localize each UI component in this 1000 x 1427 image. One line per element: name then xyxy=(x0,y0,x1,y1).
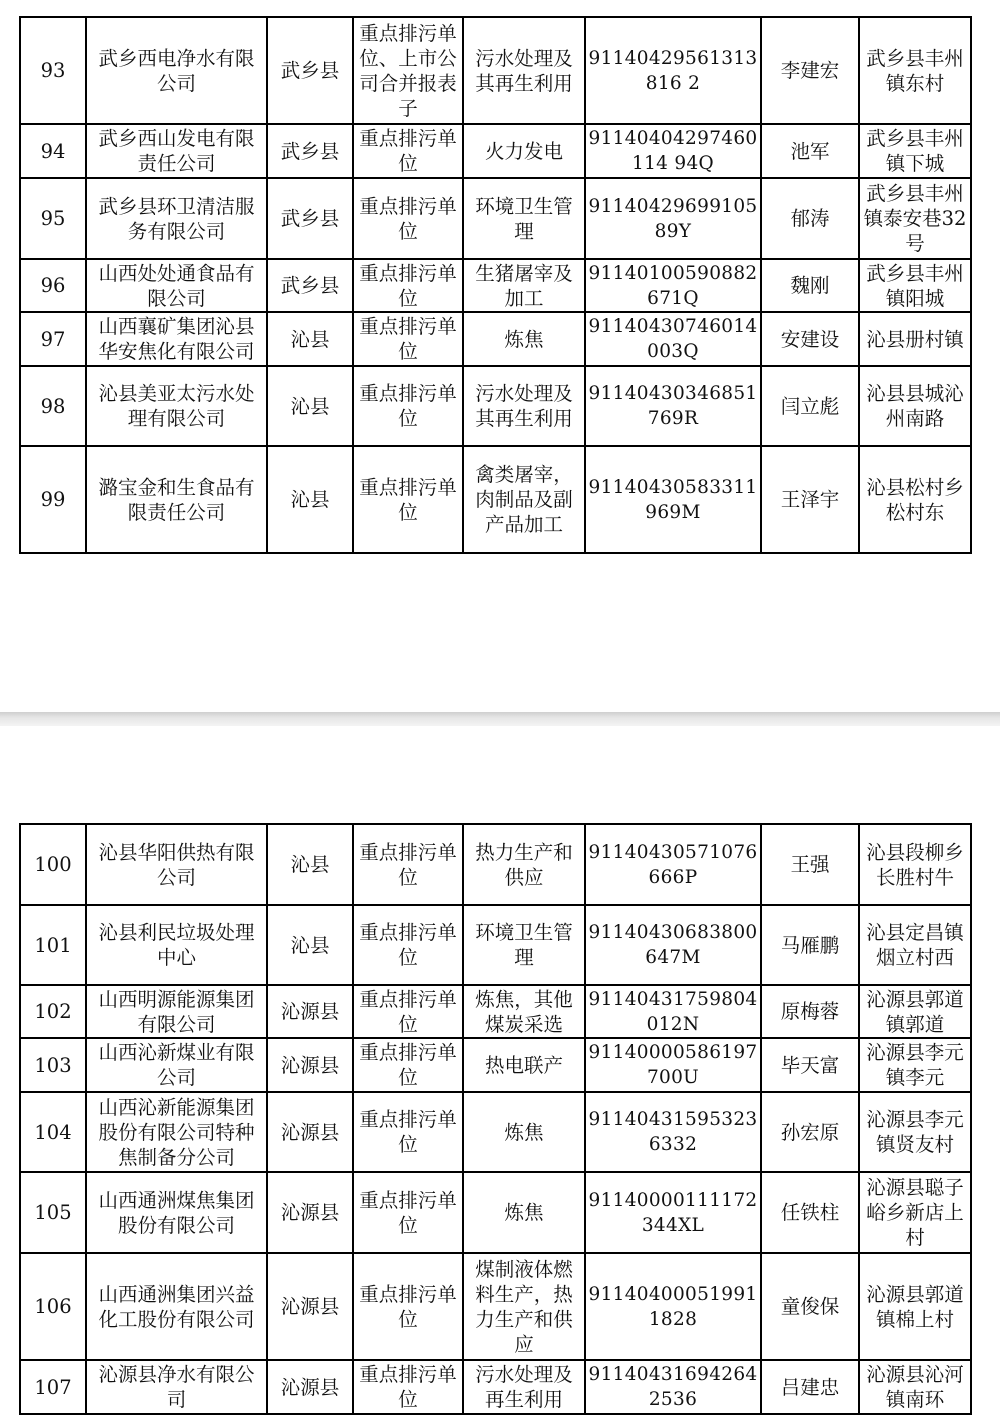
table-row xyxy=(20,1172,971,1253)
address-cell: 沁源县李元镇李元 xyxy=(859,1038,971,1092)
row-number-cell: 97 xyxy=(20,312,86,366)
legal-representative-cell: 王泽宇 xyxy=(761,446,859,553)
company-name-cell: 山西襄矿集团沁县华安焦化有限公司 xyxy=(86,312,267,366)
county-cell: 沁源县 xyxy=(267,1360,353,1414)
address-cell: 沁县定昌镇烟立村西 xyxy=(859,905,971,985)
legal-representative-cell: 郁涛 xyxy=(761,178,859,259)
company-name-cell: 山西通洲煤焦集团股份有限公司 xyxy=(86,1172,267,1253)
enterprise-table-page-2 xyxy=(19,823,972,1415)
industry-cell: 火力发电 xyxy=(463,124,585,178)
row-number-cell: 96 xyxy=(20,259,86,312)
industry-cell: 炼焦 xyxy=(463,312,585,366)
legal-representative-cell: 任铁柱 xyxy=(761,1172,859,1253)
legal-representative-cell: 闫立彪 xyxy=(761,366,859,446)
legal-representative-cell: 王强 xyxy=(761,824,859,905)
unit-type-cell: 重点排污单位 xyxy=(353,824,463,905)
county-cell: 沁源县 xyxy=(267,1172,353,1253)
company-name-cell: 沁县利民垃圾处理中心 xyxy=(86,905,267,985)
county-cell: 沁县 xyxy=(267,824,353,905)
document-page-2 xyxy=(0,726,1000,1427)
row-number-cell: 107 xyxy=(20,1360,86,1414)
credit-code-cell: 911404315953236332 xyxy=(585,1092,761,1172)
county-cell: 沁源县 xyxy=(267,1092,353,1172)
table-row xyxy=(20,312,971,366)
table-row xyxy=(20,905,971,985)
legal-representative-cell: 李建宏 xyxy=(761,17,859,124)
address-cell: 沁源县聪子峪乡新店上村 xyxy=(859,1172,971,1253)
industry-cell: 热电联产 xyxy=(463,1038,585,1092)
credit-code-cell: 91140000586197700U xyxy=(585,1038,761,1092)
county-cell: 武乡县 xyxy=(267,178,353,259)
county-cell: 武乡县 xyxy=(267,259,353,312)
industry-cell: 污水处理及再生利用 xyxy=(463,1360,585,1414)
industry-cell: 环境卫生管理 xyxy=(463,178,585,259)
legal-representative-cell: 马雁鹏 xyxy=(761,905,859,985)
industry-cell: 热力生产和供应 xyxy=(463,824,585,905)
unit-type-cell: 重点排污单位、上市公司合并报表子 xyxy=(353,17,463,124)
unit-type-cell: 重点排污单位 xyxy=(353,312,463,366)
county-cell: 武乡县 xyxy=(267,17,353,124)
table-row xyxy=(20,1038,971,1092)
unit-type-cell: 重点排污单位 xyxy=(353,178,463,259)
county-cell: 沁县 xyxy=(267,446,353,553)
credit-code-cell: 91140430746014003Q xyxy=(585,312,761,366)
company-name-cell: 潞宝金和生食品有限责任公司 xyxy=(86,446,267,553)
table-row xyxy=(20,178,971,259)
credit-code-cell: 91140430683800647M xyxy=(585,905,761,985)
row-number-cell: 98 xyxy=(20,366,86,446)
company-name-cell: 山西通洲集团兴益化工股份有限公司 xyxy=(86,1253,267,1360)
unit-type-cell: 重点排污单位 xyxy=(353,1172,463,1253)
unit-type-cell: 重点排污单位 xyxy=(353,1038,463,1092)
enterprise-table-page-1 xyxy=(19,16,972,554)
address-cell: 武乡县丰州镇阳城 xyxy=(859,259,971,312)
company-name-cell: 山西明源能源集团有限公司 xyxy=(86,985,267,1038)
table-row xyxy=(20,366,971,446)
unit-type-cell: 重点排污单位 xyxy=(353,366,463,446)
credit-code-cell: 91140000111172344XL xyxy=(585,1172,761,1253)
address-cell: 沁源县沁河镇南环 xyxy=(859,1360,971,1414)
credit-code-cell: 911404316942642536 xyxy=(585,1360,761,1414)
company-name-cell: 武乡西山发电有限责任公司 xyxy=(86,124,267,178)
unit-type-cell: 重点排污单位 xyxy=(353,1253,463,1360)
table-row xyxy=(20,124,971,178)
legal-representative-cell: 原梅蓉 xyxy=(761,985,859,1038)
address-cell: 沁源县郭道镇棉上村 xyxy=(859,1253,971,1360)
industry-cell: 环境卫生管理 xyxy=(463,905,585,985)
industry-cell: 炼焦，其他煤炭采选 xyxy=(463,985,585,1038)
table-row xyxy=(20,446,971,553)
address-cell: 沁县县城沁州南路 xyxy=(859,366,971,446)
row-number-cell: 94 xyxy=(20,124,86,178)
address-cell: 沁源县李元镇贤友村 xyxy=(859,1092,971,1172)
address-cell: 沁县段柳乡长胜村牛 xyxy=(859,824,971,905)
address-cell: 武乡县丰州镇下城 xyxy=(859,124,971,178)
table-row xyxy=(20,1360,971,1414)
row-number-cell: 93 xyxy=(20,17,86,124)
company-name-cell: 沁县华阳供热有限公司 xyxy=(86,824,267,905)
company-name-cell: 山西沁新煤业有限公司 xyxy=(86,1038,267,1092)
row-number-cell: 104 xyxy=(20,1092,86,1172)
credit-code-cell: 91140430346851769R xyxy=(585,366,761,446)
company-name-cell: 山西处处通食品有限公司 xyxy=(86,259,267,312)
unit-type-cell: 重点排污单位 xyxy=(353,124,463,178)
company-name-cell: 武乡西电净水有限公司 xyxy=(86,17,267,124)
company-name-cell: 山西沁新能源集团股份有限公司特种焦制备分公司 xyxy=(86,1092,267,1172)
county-cell: 沁源县 xyxy=(267,1038,353,1092)
industry-cell: 生猪屠宰及加工 xyxy=(463,259,585,312)
credit-code-cell: 91140100590882671Q xyxy=(585,259,761,312)
legal-representative-cell: 孙宏原 xyxy=(761,1092,859,1172)
county-cell: 沁县 xyxy=(267,905,353,985)
table-row xyxy=(20,824,971,905)
unit-type-cell: 重点排污单位 xyxy=(353,1360,463,1414)
industry-cell: 污水处理及其再生利用 xyxy=(463,17,585,124)
company-name-cell: 武乡县环卫清洁服务有限公司 xyxy=(86,178,267,259)
page-separator xyxy=(0,712,1000,726)
credit-code-cell: 91140430571076666P xyxy=(585,824,761,905)
industry-cell: 污水处理及其再生利用 xyxy=(463,366,585,446)
row-number-cell: 95 xyxy=(20,178,86,259)
table-row xyxy=(20,985,971,1038)
credit-code-cell: 91140404297460114 94Q xyxy=(585,124,761,178)
credit-code-cell: 91140430583311969M xyxy=(585,446,761,553)
legal-representative-cell: 童俊保 xyxy=(761,1253,859,1360)
address-cell: 武乡县丰州镇泰安巷32号 xyxy=(859,178,971,259)
unit-type-cell: 重点排污单位 xyxy=(353,1092,463,1172)
row-number-cell: 106 xyxy=(20,1253,86,1360)
document-page-1 xyxy=(0,0,1000,712)
industry-cell: 炼焦 xyxy=(463,1092,585,1172)
row-number-cell: 99 xyxy=(20,446,86,553)
legal-representative-cell: 毕天富 xyxy=(761,1038,859,1092)
county-cell: 沁源县 xyxy=(267,1253,353,1360)
row-number-cell: 103 xyxy=(20,1038,86,1092)
legal-representative-cell: 吕建忠 xyxy=(761,1360,859,1414)
credit-code-cell: 91140431759804012N xyxy=(585,985,761,1038)
county-cell: 沁源县 xyxy=(267,985,353,1038)
address-cell: 武乡县丰州镇东村 xyxy=(859,17,971,124)
address-cell: 沁源县郭道镇郭道 xyxy=(859,985,971,1038)
company-name-cell: 沁县美亚太污水处理有限公司 xyxy=(86,366,267,446)
company-name-cell: 沁源县净水有限公司 xyxy=(86,1360,267,1414)
row-number-cell: 102 xyxy=(20,985,86,1038)
legal-representative-cell: 安建设 xyxy=(761,312,859,366)
address-cell: 沁县松村乡松村东 xyxy=(859,446,971,553)
industry-cell: 炼焦 xyxy=(463,1172,585,1253)
county-cell: 沁县 xyxy=(267,312,353,366)
row-number-cell: 100 xyxy=(20,824,86,905)
legal-representative-cell: 池军 xyxy=(761,124,859,178)
unit-type-cell: 重点排污单位 xyxy=(353,259,463,312)
table-row xyxy=(20,17,971,124)
legal-representative-cell: 魏刚 xyxy=(761,259,859,312)
table-row xyxy=(20,1092,971,1172)
credit-code-cell: 91140429561313816 2 xyxy=(585,17,761,124)
unit-type-cell: 重点排污单位 xyxy=(353,446,463,553)
address-cell: 沁县册村镇 xyxy=(859,312,971,366)
credit-code-cell: 911404000519911828 xyxy=(585,1253,761,1360)
county-cell: 沁县 xyxy=(267,366,353,446)
unit-type-cell: 重点排污单位 xyxy=(353,985,463,1038)
row-number-cell: 101 xyxy=(20,905,86,985)
industry-cell: 煤制液体燃料生产，热力生产和供应 xyxy=(463,1253,585,1360)
unit-type-cell: 重点排污单位 xyxy=(353,905,463,985)
industry-cell: 禽类屠宰，肉制品及副产品加工 xyxy=(463,446,585,553)
credit-code-cell: 91140429699105 89Y xyxy=(585,178,761,259)
county-cell: 武乡县 xyxy=(267,124,353,178)
table-row xyxy=(20,259,971,312)
row-number-cell: 105 xyxy=(20,1172,86,1253)
table-row xyxy=(20,1253,971,1360)
